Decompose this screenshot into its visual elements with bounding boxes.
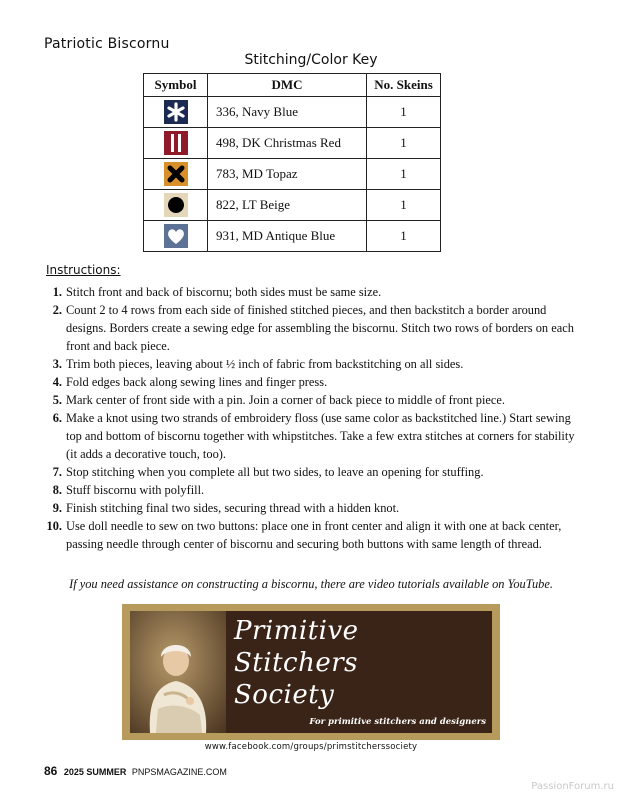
step-text: Stop stitching when you complete all but two sides, to leave an opening for stuffing. — [66, 465, 484, 479]
step-number: 5. — [52, 393, 62, 407]
page-footer — [44, 764, 227, 778]
table-header-row — [144, 74, 441, 97]
seamstress-portrait-icon — [130, 611, 226, 733]
header-dmc: DMC — [208, 74, 367, 97]
step-text: Mark center of front side with a pin. Join a corner of back piece to middle of front piece. — [66, 393, 506, 407]
skeins-cell: 1 — [367, 128, 441, 159]
blue-heart-icon — [164, 224, 188, 248]
step-number: 2. — [52, 303, 62, 317]
step-text: Make a knot using two strands of embroidery floss (use same color as backstitched line.) Start sewing top and bottom of biscornu together with whipstitches. Take a few extra stitches at corners for stability (it adds a decorative touch, too). — [66, 411, 575, 461]
issue-label: 2025 SUMMER — [63, 767, 127, 777]
skeins-cell: 1 — [367, 221, 441, 252]
step-text: Trim both pieces, leaving about ½ inch of fabric from backstitching on all sides. — [66, 357, 464, 371]
beige-dot-icon — [164, 193, 188, 217]
header-skeins: No. Skeins — [367, 74, 441, 97]
dmc-cell: 783, MD Topaz — [208, 159, 367, 190]
topaz-cross-icon — [164, 162, 188, 186]
step-number: 10. — [46, 519, 62, 533]
list-item — [44, 355, 584, 373]
list-item — [44, 409, 584, 463]
magazine-site: PNPSMAGAZINE.COM — [131, 767, 227, 777]
list-item — [44, 517, 584, 553]
step-text: Count 2 to 4 rows from each side of finished stitched pieces, and then backstitch a border around designs. Borders create a sewing edge for assembling the biscornu. Stitch two rows of borders on each front and back piece. — [66, 303, 574, 353]
document-title: Patriotic Biscornu — [44, 36, 170, 52]
table-row — [144, 221, 441, 252]
header-symbol: Symbol — [144, 74, 208, 97]
watermark: PassionForum.ru — [531, 781, 614, 792]
step-number: 4. — [52, 375, 62, 389]
list-item — [44, 481, 584, 499]
table-row — [144, 159, 441, 190]
step-text: Stuff biscornu with polyfill. — [66, 483, 205, 497]
banner-line-2: Stitchers — [234, 648, 358, 678]
red-bars-icon — [164, 131, 188, 155]
step-number: 3. — [52, 357, 62, 371]
banner-line-3: Society — [234, 680, 335, 710]
navy-asterisk-icon — [164, 100, 188, 124]
step-number: 1. — [52, 285, 62, 299]
skeins-cell: 1 — [367, 159, 441, 190]
banner-tagline: For primitive stitchers and designers — [309, 717, 486, 727]
list-item — [44, 391, 584, 409]
table-row — [144, 190, 441, 221]
instructions-list — [44, 283, 584, 553]
step-number: 9. — [52, 501, 62, 515]
page-number: 86 — [44, 764, 58, 778]
step-text: Fold edges back along sewing lines and finger press. — [66, 375, 328, 389]
step-number: 7. — [52, 465, 62, 479]
society-banner — [122, 604, 500, 740]
step-text: Stitch front and back of biscornu; both sides must be same size. — [66, 285, 382, 299]
banner-line-1: Primitive — [234, 616, 359, 646]
list-item — [44, 499, 584, 517]
skeins-cell: 1 — [367, 190, 441, 221]
dmc-cell: 336, Navy Blue — [208, 97, 367, 128]
step-text: Use doll needle to sew on two buttons: place one in front center and align it with one at back center, passing needle through center of biscornu and securing both buttons with same length of thread. — [66, 519, 562, 551]
skeins-cell: 1 — [367, 97, 441, 128]
key-title: Stitching/Color Key — [244, 52, 378, 68]
color-key-table — [143, 73, 441, 252]
list-item — [44, 373, 584, 391]
banner-panel — [130, 611, 492, 733]
step-number: 6. — [52, 411, 62, 425]
instructions-heading: Instructions: — [46, 263, 121, 277]
dmc-cell: 822, LT Beige — [208, 190, 367, 221]
list-item — [44, 283, 584, 301]
facebook-group-link[interactable]: www.facebook.com/groups/primstitcherssociety — [204, 742, 418, 752]
youtube-note: If you need assistance on constructing a biscornu, there are video tutorials available on YouTube. — [69, 577, 553, 591]
step-number: 8. — [52, 483, 62, 497]
table-row — [144, 97, 441, 128]
step-text: Finish stitching final two sides, securing thread with a hidden knot. — [66, 501, 400, 515]
list-item — [44, 301, 584, 355]
list-item — [44, 463, 584, 481]
dmc-cell: 931, MD Antique Blue — [208, 221, 367, 252]
dmc-cell: 498, DK Christmas Red — [208, 128, 367, 159]
table-row — [144, 128, 441, 159]
